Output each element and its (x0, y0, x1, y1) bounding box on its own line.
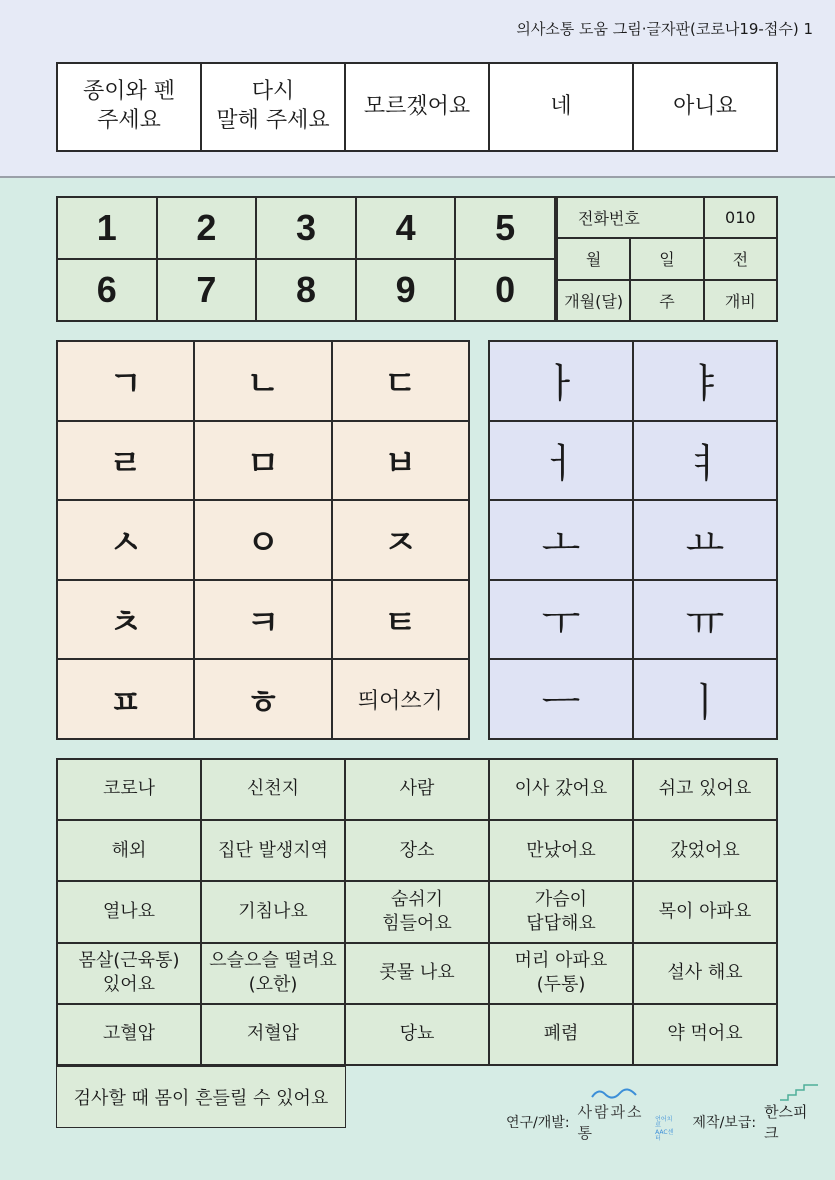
phrase-line: 다시 (251, 79, 295, 105)
vowel-cell[interactable]: ㅣ (633, 659, 777, 739)
word-line: (두통) (536, 974, 586, 996)
vowel-cell[interactable]: ㅓ (489, 421, 633, 501)
word-cell-body-shake[interactable]: 검사할 때 몸이 흔들릴 수 있어요 (56, 1066, 346, 1128)
word-cell[interactable] (633, 881, 777, 942)
word-cell[interactable] (57, 943, 201, 1004)
consonant-cell[interactable]: ㅎ (194, 659, 331, 739)
word-cell[interactable] (489, 881, 633, 942)
word-cell[interactable] (57, 881, 201, 942)
number-cell[interactable]: 4 (356, 197, 456, 259)
word-line: 목이 아파요 (658, 900, 752, 922)
consonant-cell[interactable]: ㅇ (194, 500, 331, 580)
vowel-cell[interactable]: ㅡ (489, 659, 633, 739)
word-board (56, 758, 778, 1066)
word-cell[interactable] (57, 820, 201, 881)
number-cell[interactable]: 7 (157, 259, 257, 321)
word-line: 숨쉬기 (390, 888, 444, 910)
phrase-cell-yes[interactable] (489, 63, 633, 151)
phone-number-label[interactable]: 전화번호 (557, 197, 704, 238)
word-line: 코로나 (102, 778, 156, 800)
org1-logo (578, 1101, 677, 1143)
number-cell[interactable]: 0 (455, 259, 555, 321)
vowel-cell[interactable]: ㅠ (633, 580, 777, 660)
phone-number-prefix[interactable]: 010 (704, 197, 777, 238)
word-line: 신천지 (246, 778, 300, 800)
word-line: 장소 (399, 839, 435, 861)
word-cell[interactable] (633, 820, 777, 881)
phrase-cell-no[interactable] (633, 63, 777, 151)
org1-subtitle (655, 1117, 676, 1143)
phrase-line: 모르겠어요 (363, 93, 471, 119)
number-cell[interactable]: 5 (455, 197, 555, 259)
unit-cell-cigarettes[interactable]: 개비 (704, 280, 777, 321)
quick-phrase-board (56, 62, 778, 152)
phrase-line: 주세요 (97, 108, 161, 133)
word-line: 집단 발생지역 (217, 839, 329, 861)
word-line: 열나요 (102, 900, 156, 922)
word-cell[interactable] (633, 759, 777, 820)
word-line: 가슴이 (534, 888, 588, 910)
word-line: 만났어요 (526, 839, 596, 861)
word-cell[interactable] (201, 759, 345, 820)
word-cell[interactable] (345, 1004, 489, 1065)
wave-icon (590, 1087, 640, 1101)
org2-name: 한스피크 (764, 1103, 808, 1142)
word-line: 으슬으슬 떨려요 (209, 949, 337, 971)
phrase-line: 말해 주세요 (216, 108, 330, 133)
word-line: 기침나요 (238, 900, 308, 922)
word-cell[interactable] (489, 759, 633, 820)
vowel-cell[interactable]: ㅑ (633, 341, 777, 421)
word-line: 이사 갔어요 (514, 778, 608, 800)
word-line: 갔었어요 (670, 839, 740, 861)
org1-name: 사람과소통 (577, 1103, 644, 1142)
unit-cell-months[interactable]: 개월(달) (557, 280, 630, 321)
consonant-board (56, 340, 470, 740)
org1-sub1: 언어치료 (655, 1115, 673, 1130)
word-line: 폐렴 (543, 1023, 579, 1045)
word-cell[interactable] (489, 1004, 633, 1065)
word-line: 설사 해요 (667, 962, 743, 984)
word-line: 쉬고 있어요 (658, 778, 752, 800)
vowel-cell[interactable]: ㅕ (633, 421, 777, 501)
unit-cell-before[interactable]: 전 (704, 238, 777, 279)
number-cell[interactable]: 2 (157, 197, 257, 259)
phrase-cell-repeat[interactable] (201, 63, 345, 151)
consonant-cell[interactable]: ㄷ (332, 341, 469, 421)
consonant-cell[interactable]: ㄹ (57, 421, 194, 501)
word-line: (오한) (248, 974, 298, 996)
word-line: 몸살(근육통) (78, 949, 180, 971)
word-cell[interactable] (345, 881, 489, 942)
word-cell[interactable] (57, 1004, 201, 1065)
number-cell[interactable]: 9 (356, 259, 456, 321)
consonant-cell[interactable]: ㅈ (332, 500, 469, 580)
word-line: 사람 (399, 778, 435, 800)
word-cell[interactable] (489, 820, 633, 881)
word-cell[interactable] (345, 943, 489, 1004)
word-cell[interactable] (201, 881, 345, 942)
date-phone-board (556, 196, 778, 322)
consonant-cell[interactable]: ㄴ (194, 341, 331, 421)
footer-credits (506, 1103, 816, 1143)
production-label: 제작/보급: (692, 1115, 757, 1131)
unit-cell-week[interactable]: 주 (630, 280, 703, 321)
org1-sub2: AAC센터 (655, 1128, 674, 1143)
word-line: 해외 (111, 839, 147, 861)
word-line: 당뇨 (399, 1023, 435, 1045)
word-cell[interactable] (201, 943, 345, 1004)
phrase-cell-paper-pen[interactable] (57, 63, 201, 151)
phrase-line: 아니요 (673, 93, 737, 119)
unit-cell-day[interactable]: 일 (630, 238, 703, 279)
number-cell[interactable]: 3 (256, 197, 356, 259)
consonant-cell[interactable]: ㄱ (57, 341, 194, 421)
number-cell[interactable]: 1 (57, 197, 157, 259)
consonant-cell[interactable]: ㅅ (57, 500, 194, 580)
word-line: 힘들어요 (382, 912, 452, 934)
vowel-board (488, 340, 778, 740)
word-cell[interactable] (633, 1004, 777, 1065)
word-line: 약 먹어요 (667, 1023, 743, 1045)
word-line: 콧물 나요 (379, 962, 455, 984)
consonant-cell[interactable]: ㅁ (194, 421, 331, 501)
word-cell[interactable] (489, 943, 633, 1004)
word-line: 머리 아파요 (514, 949, 608, 971)
research-label: 연구/개발: (506, 1115, 570, 1131)
word-cell[interactable] (57, 759, 201, 820)
page-title: 의사소통 도움 그림·글자판(코로나19-접수) 1 (516, 20, 813, 38)
word-line: 고혈압 (102, 1023, 156, 1045)
word-line: 있어요 (102, 974, 156, 996)
word-cell[interactable] (345, 759, 489, 820)
phrase-line: 네 (550, 93, 572, 119)
number-cell[interactable]: 6 (57, 259, 157, 321)
consonant-cell[interactable]: ㅂ (332, 421, 469, 501)
org2-logo (764, 1101, 816, 1143)
word-line: 답답해요 (526, 912, 596, 934)
space-cell[interactable]: 띄어쓰기 (332, 659, 469, 739)
word-cell[interactable] (633, 943, 777, 1004)
consonant-cell[interactable]: ㅌ (332, 580, 469, 660)
stairs-icon (778, 1083, 824, 1101)
word-line: 저혈압 (246, 1023, 300, 1045)
consonant-cell[interactable]: ㅊ (57, 580, 194, 660)
vowel-cell[interactable]: ㅛ (633, 500, 777, 580)
number-board (56, 196, 556, 322)
consonant-cell[interactable]: ㅍ (57, 659, 194, 739)
vowel-cell[interactable]: ㅗ (489, 500, 633, 580)
phrase-cell-dont-know[interactable] (345, 63, 489, 151)
phrase-line: 종이와 펜 (82, 79, 175, 105)
vowel-cell[interactable]: ㅏ (489, 341, 633, 421)
consonant-cell[interactable]: ㅋ (194, 580, 331, 660)
word-cell[interactable] (345, 820, 489, 881)
word-cell[interactable] (201, 820, 345, 881)
number-cell[interactable]: 8 (256, 259, 356, 321)
vowel-cell[interactable]: ㅜ (489, 580, 633, 660)
word-cell[interactable] (201, 1004, 345, 1065)
unit-cell-month[interactable]: 월 (557, 238, 630, 279)
